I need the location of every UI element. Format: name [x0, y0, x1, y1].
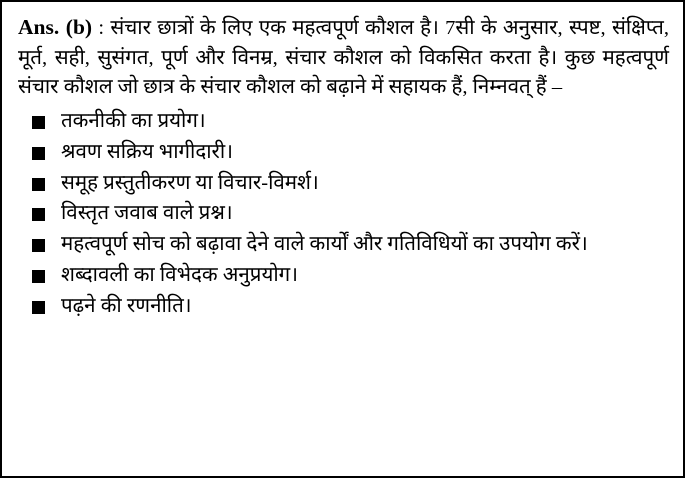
list-item — [18, 138, 669, 167]
square-bullet-icon — [32, 239, 45, 252]
list-item — [18, 199, 669, 228]
list-item-label: तकनीकी का प्रयोग। — [61, 110, 206, 133]
list-item-label: समूह प्रस्तुतीकरण या विचार-विमर्श। — [61, 171, 319, 194]
list-item-label: विस्तृत जवाब वाले प्रश्न। — [61, 202, 233, 225]
skills-bullet-list — [18, 107, 669, 320]
list-item — [18, 230, 669, 259]
answer-separator: : — [92, 17, 111, 39]
list-item-label: पढ़ने की रणनीति। — [61, 294, 192, 317]
list-item-label: श्रवण सक्रिय भागीदारी। — [61, 140, 234, 163]
list-item — [18, 107, 669, 136]
square-bullet-icon — [32, 301, 45, 314]
list-item-label: महत्वपूर्ण सोच को बढ़ावा देने वाले कार्यों और गतिविधियों का उपयोग करें। — [61, 232, 588, 255]
square-bullet-icon — [32, 147, 45, 160]
list-item-label: शब्दावली का विभेदक अनुप्रयोग। — [61, 264, 298, 287]
answer-text: संचार छात्रों के लिए एक महत्वपूर्ण कौशल है। 7सी के अनुसार, स्पष्ट, संक्षिप्त, मूर्त, सही, सुसंगत, पूर्ण और विनम्र, संचार कौशल को विकसित करता है। कुछ महत्वपूर्ण संचार कौशल जो छात्र के संचार कौशल को बढ़ाने में सहायक हैं, निम्नवत् हैं – — [18, 17, 669, 99]
answer-paragraph — [18, 12, 669, 103]
list-item — [18, 169, 669, 198]
square-bullet-icon — [32, 178, 45, 191]
square-bullet-icon — [32, 116, 45, 129]
square-bullet-icon — [32, 208, 45, 221]
square-bullet-icon — [32, 270, 45, 283]
list-item — [18, 292, 669, 321]
list-item — [18, 261, 669, 290]
answer-label: Ans. (b) — [18, 15, 93, 39]
